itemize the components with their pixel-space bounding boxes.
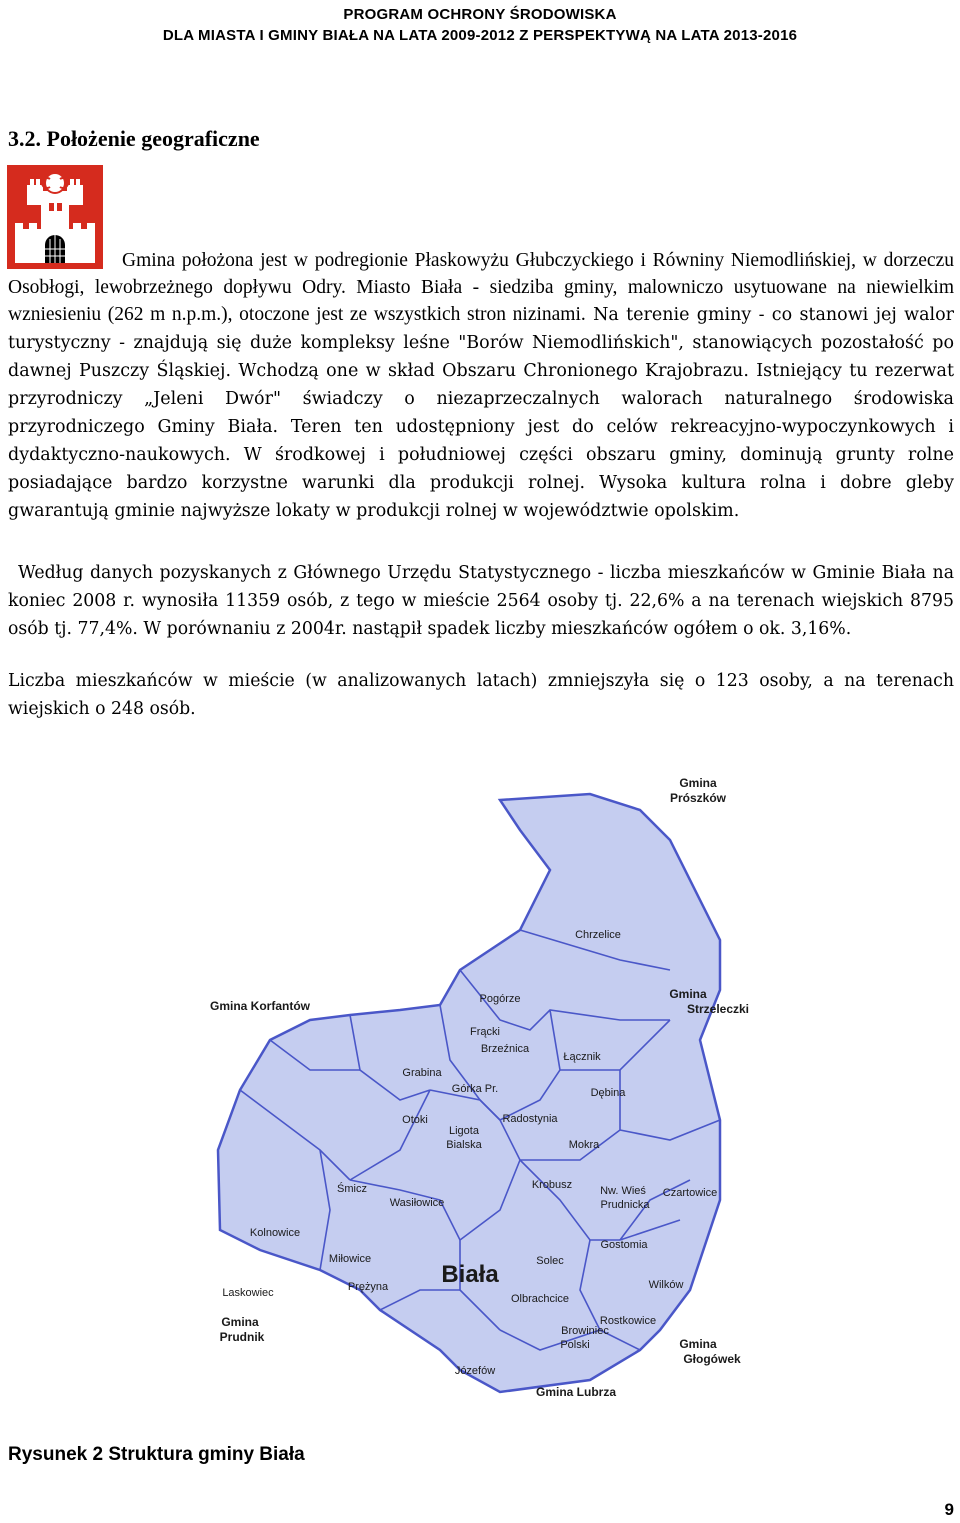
- map-label-jozefow: Józefów: [454, 1365, 496, 1377]
- map-label-nowa-wies-1: Nw. Wieś: [600, 1185, 646, 1197]
- map-label-lacznik: Łącznik: [563, 1051, 601, 1063]
- map-label-prudnik-1: Gmina: [221, 1315, 259, 1329]
- map-label-ligota-2: Bialska: [446, 1139, 482, 1151]
- map-label-olbrachcice: Olbrachcice: [510, 1293, 570, 1305]
- map-label-wasilowice: Wasiłowice: [389, 1197, 445, 1209]
- figure-caption: Rysunek 2 Struktura gminy Biała: [8, 1444, 305, 1465]
- map-label-glogowek-2: Głogówek: [683, 1352, 741, 1366]
- page-number: 9: [944, 1500, 954, 1519]
- header-line-1: PROGRAM OCHRONY ŚRODOWISKA: [343, 6, 617, 23]
- section-title: 3.2. Położenie geograficzne: [8, 126, 260, 151]
- header-line-2: DLA MIASTA I GMINY BIAŁA NA LATA 2009-2012 Z PERSPEKTYWĄ NA LATA 2013-2016: [162, 27, 798, 44]
- map-label-ligota-1: Ligota: [449, 1125, 479, 1137]
- document-header: [0, 4, 960, 46]
- map-label-glogowek-1: Gmina: [679, 1337, 717, 1351]
- map-label-rostkowice: Rostkowice: [599, 1315, 657, 1327]
- map-label-radostynia: Radostynia: [502, 1113, 558, 1125]
- gmina-map: [200, 770, 780, 1415]
- map-label-smicz: Śmicz: [337, 1183, 367, 1195]
- map-label-krobusz: Krobusz: [531, 1179, 573, 1191]
- map-label-przyrowa: Prężyna: [347, 1281, 389, 1293]
- map-label-proszkow-1: Gmina: [679, 776, 717, 790]
- map-label-browiniec-1: Browiniec: [561, 1325, 609, 1337]
- map-label-wilkow: Wilków: [648, 1279, 684, 1291]
- map-label-strzelecki-1: Gmina: [669, 987, 707, 1001]
- map-label-prudnik-2: Prudnik: [219, 1330, 265, 1344]
- map-label-proszkow-2: Prószków: [669, 791, 727, 805]
- map-label-solec: Solec: [536, 1255, 564, 1267]
- map-label-strzelecki-2: Strzeleczki: [686, 1002, 750, 1016]
- map-label-chrzelice: Chrzelice: [575, 929, 621, 941]
- map-label-biala: Biała: [441, 1261, 499, 1288]
- map-label-gorka: Górka Pr.: [451, 1083, 499, 1095]
- map-label-kolnowice: Kolnowice: [249, 1227, 301, 1239]
- map-label-nowa-wies-2: Prudnicka: [600, 1199, 650, 1211]
- map-label-pogorze: Pogórze: [479, 993, 521, 1005]
- map-label-laskowiec: Laskowiec: [222, 1287, 274, 1299]
- map-label-milowice: Miłowice: [328, 1253, 372, 1265]
- paragraph-population: Według danych pozyskanych z Głównego Urzędu Statystycznego - liczba mieszkańców w Gminie Biała na koniec 2008 r. wynosiła 11359 osób, z tego w mieście 2564 osoby tj. 22,6% a na terenach wiejskich 8795 osób tj. 77,4%. W porównaniu z 2004r. nastąpił spadek liczby mieszkańców ogółem o ok. 3,16%.: [8, 563, 954, 639]
- map-label-browiniec-2: Polski: [560, 1339, 590, 1351]
- map-label-gostomia: Gostomia: [600, 1239, 648, 1251]
- map-label-lubrza: Gmina Lubrza: [535, 1385, 617, 1399]
- map-label-czartowice: Czartowice: [662, 1187, 718, 1199]
- paragraph-location-lead: Gmina położona jest w podregionie Płaskowyżu Głubczyckiego i Równiny Niemodlińskiej, w dorzeczu Osobłogi, lewobrzeżnego dopływu Odry. Miasto Biała - siedziba gminy, malowniczo usytuowane na niewielkim wzniesieniu (262 m n.p.m.), otoczone jest ze wszystkich stron nizinami.: [8, 250, 954, 325]
- map-label-mokra: Mokra: [568, 1139, 600, 1151]
- paragraph-population-change: Liczba mieszkańców w mieście (w analizowanych latach) zmniejszyła się o 123 osoby, a na terenach wiejskich o 248 osób.: [8, 671, 954, 719]
- map-label-brzeznica: Brzeźnica: [480, 1043, 530, 1055]
- paragraph-location: [8, 247, 954, 525]
- map-label-fracki: Frącki: [470, 1026, 500, 1038]
- map-label-grabina: Grabina: [402, 1067, 442, 1079]
- map-label-debina: Dębina: [590, 1087, 626, 1099]
- paragraph-location-body: Na terenie gminy - co stanowi jej walor turystyczny - znajdują się duże kompleksy leśne "Borów Niemodlińskich", stanowiących pozostałość po dawnej Puszczy Śląskiej. Wchodzą one w skład Obszaru Chronionego Krajobrazu. Istniejący tu rezerwat przyrodniczy „Jeleni Dwór" świadczy o niezaprzeczalnych walorach naturalnego środowiska przyrodniczego Gminy Biała. Teren ten udostępniony jest do celów rekreacyjno-wypoczynkowych i dydaktyczno-naukowych. W środkowej i południowej części obszaru gminy, dominują grunty rolne posiadające bardzo korzystne warunki dla produkcji rolnej. Wysoka kultura rolna i dobre gleby gwarantują gminie najwyższe lokaty w produkcji rolnej w województwie opolskim.: [8, 305, 954, 521]
- map-label-otoki: Otoki: [402, 1114, 428, 1126]
- map-label-korfantow: Gmina Korfantów: [209, 999, 311, 1013]
